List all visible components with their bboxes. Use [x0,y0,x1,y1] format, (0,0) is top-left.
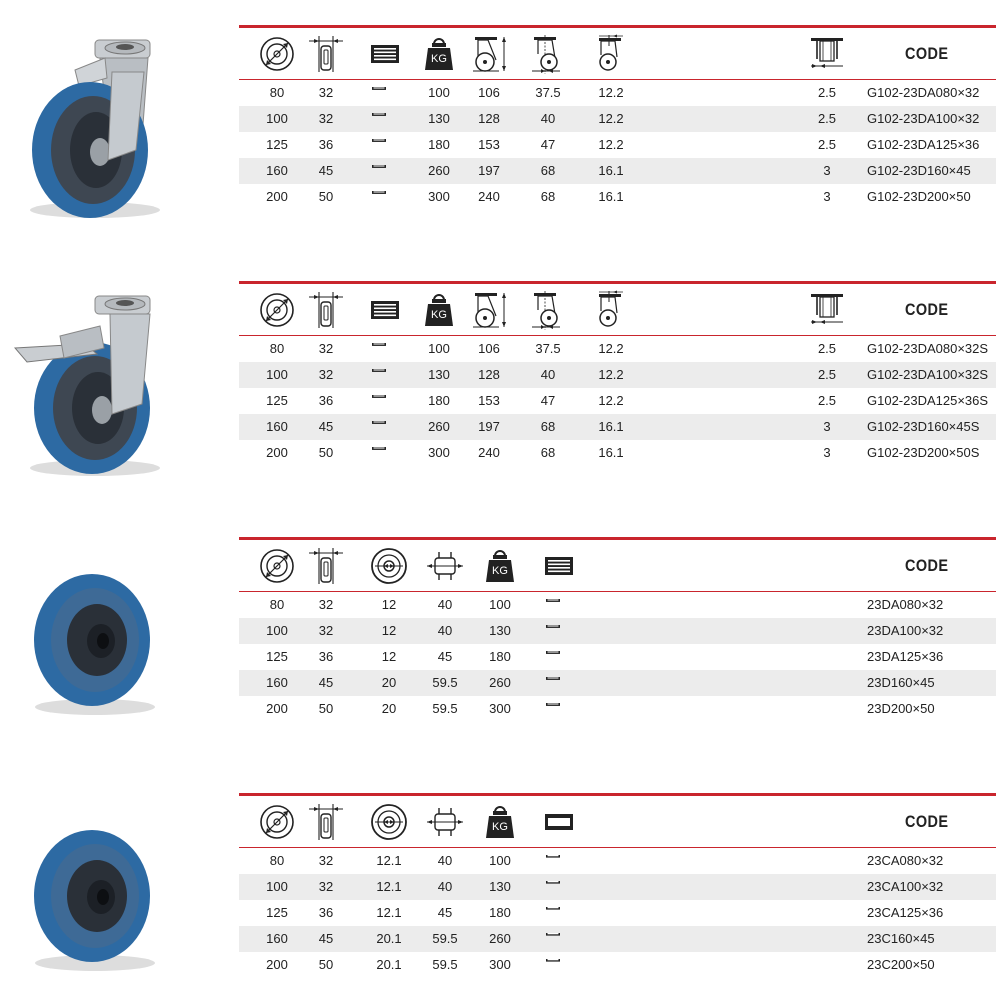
diameter-cell: 80 [269,341,285,356]
wheel-diameter-icon [257,288,297,332]
width-cell: 32 [318,341,334,356]
kg-label: KG [492,821,508,833]
bore-cell: 12 [381,597,397,612]
tread-pattern-icon [371,395,399,408]
diameter-cell: 125 [266,393,288,408]
height-cell: 153 [478,137,500,152]
width-cell: 50 [318,957,334,972]
load-cell: 130 [428,111,450,126]
wheel-diameter-icon [257,800,297,844]
load-cell: 260 [489,931,511,946]
table-row [239,926,996,952]
product-code-cell: G102-23DA080×32S [867,341,989,356]
product-code-cell: G102-23D200×50S [867,445,980,460]
bore-cell: 20.1 [376,931,402,946]
tread-pattern-icon [545,703,573,716]
hub-length-cell: 40 [437,623,453,638]
diameter-cell: 80 [269,85,285,100]
table-header [239,796,996,848]
tread-pattern-icon [365,32,405,76]
product-code-cell: G102-23DA100×32S [867,367,989,382]
table-row [239,362,996,388]
table-row [239,440,996,466]
width-cell: 32 [318,597,334,612]
wheel-photo [0,512,225,732]
table-header [239,28,996,80]
width-cell: 45 [318,163,334,178]
load-cell: 100 [428,85,450,100]
load-cell: 100 [428,341,450,356]
load-cell: 300 [489,957,511,972]
height-cell: 128 [478,367,500,382]
bore-cell: 12.1 [376,853,402,868]
tread-smooth-icon [545,933,573,946]
load-cell: 180 [428,137,450,152]
diameter-cell: 100 [266,623,288,638]
diameter-cell: 100 [266,111,288,126]
product-code-cell: G102-23DA125×36 [867,137,980,152]
table-row [239,132,996,158]
hub-length-cell: 59.5 [432,701,458,716]
table-row [239,592,996,618]
table-row [239,184,996,210]
tread-pattern-icon [371,139,399,152]
plate-thickness-icon [807,32,847,76]
thickness-cell: 2.5 [817,367,837,382]
product-code-cell: G102-23DA080×32 [867,85,980,100]
height-cell: 106 [478,85,500,100]
load-cell: 260 [428,419,450,434]
product-code-cell: 23DA125×36 [867,649,944,664]
product-code-cell: G102-23DA125×36S [867,393,989,408]
plate-hole-icon [589,288,629,332]
load-cell: 100 [489,597,511,612]
table-row [239,900,996,926]
product-section-wheel-smooth [0,768,1000,988]
thickness-cell: 2.5 [817,393,837,408]
plate-hole-cell: 12.2 [598,137,624,152]
thickness-cell: 3 [823,189,831,204]
diameter-cell: 125 [266,905,288,920]
wheel-width-icon [306,544,346,588]
diameter-cell: 200 [266,189,288,204]
width-cell: 50 [318,189,334,204]
load-weight-icon [480,800,520,844]
offset-cell: 40 [540,111,556,126]
table-row [239,388,996,414]
height-cell: 197 [478,163,500,178]
offset-cell: 68 [540,419,556,434]
thickness-cell: 3 [823,163,831,178]
load-weight-icon [419,32,459,76]
diameter-cell: 160 [266,931,288,946]
plate-hole-cell: 12.2 [598,85,624,100]
tread-pattern-icon [371,447,399,460]
hub-length-cell: 40 [437,853,453,868]
wheel-width-icon [306,288,346,332]
plate-thickness-icon [807,288,847,332]
tread-smooth-icon [545,907,573,920]
product-code-cell: 23C200×50 [867,957,935,972]
bore-cell: 20.1 [376,957,402,972]
wheel-photo-smooth [0,768,225,988]
tread-pattern-icon [539,544,579,588]
diameter-cell: 160 [266,675,288,690]
width-cell: 45 [318,419,334,434]
table-row [239,336,996,362]
tread-smooth-icon [545,959,573,972]
overall-height-icon [469,32,509,76]
diameter-cell: 160 [266,163,288,178]
tread-smooth-icon [545,855,573,868]
tread-pattern-icon [371,421,399,434]
tread-pattern-icon [371,369,399,382]
product-code-cell: 23CA125×36 [867,905,944,920]
diameter-cell: 200 [266,701,288,716]
table-row [239,106,996,132]
load-cell: 300 [428,445,450,460]
wheel-diameter-icon [257,544,297,588]
tread-pattern-icon [545,599,573,612]
diameter-cell: 200 [266,957,288,972]
load-weight-icon [480,544,520,588]
hub-length-cell: 59.5 [432,931,458,946]
load-cell: 300 [428,189,450,204]
product-code-cell: 23DA100×32 [867,623,944,638]
load-cell: 300 [489,701,511,716]
tread-pattern-icon [545,651,573,664]
product-code-cell: G102-23DA100×32 [867,111,980,126]
plate-hole-cell: 16.1 [598,189,624,204]
table-row [239,80,996,106]
spec-table-swivel-brake [239,281,996,466]
table-body [239,80,996,210]
thickness-cell: 2.5 [817,85,837,100]
bore-cell: 20 [381,701,397,716]
height-cell: 153 [478,393,500,408]
table-row [239,158,996,184]
thickness-cell: 3 [823,419,831,434]
wheel-width-icon [306,800,346,844]
width-cell: 36 [318,393,334,408]
product-code-cell: 23CA080×32 [867,853,944,868]
product-code-cell: 23DA080×32 [867,597,944,612]
product-section-swivel [0,0,1000,220]
diameter-cell: 80 [269,597,285,612]
diameter-cell: 100 [266,367,288,382]
table-row [239,696,996,722]
offset-cell: 68 [540,189,556,204]
hub-length-icon [425,544,465,588]
offset-cell: 68 [540,445,556,460]
hub-length-cell: 59.5 [432,675,458,690]
bore-icon [369,800,409,844]
width-cell: 50 [318,701,334,716]
product-code-cell: 23C160×45 [867,931,935,946]
diameter-cell: 200 [266,445,288,460]
tread-pattern-icon [371,343,399,356]
load-cell: 100 [489,853,511,868]
code-header: CODE [905,44,949,63]
code-header: CODE [905,556,949,575]
swivel-castor-brake-photo [0,256,225,476]
width-cell: 45 [318,931,334,946]
plate-hole-cell: 16.1 [598,445,624,460]
plate-hole-cell: 12.2 [598,111,624,126]
table-row [239,414,996,440]
product-code-cell: 23D160×45 [867,675,935,690]
tread-pattern-icon [365,288,405,332]
tread-pattern-icon [371,191,399,204]
product-section-swivel-brake [0,256,1000,476]
kg-label: KG [492,565,508,577]
tread-pattern-icon [371,165,399,178]
tread-pattern-icon [545,625,573,638]
kg-label: KG [431,53,447,65]
width-cell: 32 [318,85,334,100]
product-code-cell: G102-23D200×50 [867,189,971,204]
width-cell: 32 [318,853,334,868]
table-header [239,540,996,592]
load-cell: 130 [489,879,511,894]
diameter-cell: 100 [266,879,288,894]
hub-length-cell: 59.5 [432,957,458,972]
offset-cell: 47 [540,137,556,152]
offset-cell: 68 [540,163,556,178]
width-cell: 32 [318,111,334,126]
offset-cell: 47 [540,393,556,408]
table-row [239,952,996,978]
swivel-offset-icon [526,32,566,76]
tread-pattern-icon [371,87,399,100]
kg-label: KG [431,309,447,321]
width-cell: 36 [318,905,334,920]
tread-smooth-icon [539,800,579,844]
load-cell: 180 [489,905,511,920]
code-header: CODE [905,300,949,319]
load-cell: 130 [489,623,511,638]
table-row [239,874,996,900]
height-cell: 197 [478,419,500,434]
load-cell: 180 [489,649,511,664]
load-cell: 130 [428,367,450,382]
wheel-diameter-icon [257,32,297,76]
width-cell: 32 [318,367,334,382]
diameter-cell: 125 [266,137,288,152]
load-cell: 260 [428,163,450,178]
product-section-wheel [0,512,1000,732]
thickness-cell: 2.5 [817,137,837,152]
load-cell: 180 [428,393,450,408]
thickness-cell: 2.5 [817,111,837,126]
load-weight-icon [419,288,459,332]
thickness-cell: 3 [823,445,831,460]
bore-cell: 12.1 [376,905,402,920]
width-cell: 45 [318,675,334,690]
bore-icon [369,544,409,588]
plate-hole-cell: 12.2 [598,367,624,382]
width-cell: 32 [318,623,334,638]
diameter-cell: 80 [269,853,285,868]
swivel-offset-icon [526,288,566,332]
table-body [239,336,996,466]
offset-cell: 40 [540,367,556,382]
offset-cell: 37.5 [535,85,561,100]
spec-table-swivel [239,25,996,210]
diameter-cell: 160 [266,419,288,434]
height-cell: 240 [478,189,500,204]
width-cell: 50 [318,445,334,460]
wheel-width-icon [306,32,346,76]
table-body [239,848,996,978]
table-row [239,618,996,644]
diameter-cell: 125 [266,649,288,664]
table-row [239,644,996,670]
tread-pattern-icon [545,677,573,690]
table-row [239,848,996,874]
spec-table-wheel-smooth [239,793,996,978]
swivel-castor-photo [0,0,225,220]
product-code-cell: 23D200×50 [867,701,935,716]
table-row [239,670,996,696]
hub-length-cell: 45 [437,905,453,920]
hub-length-cell: 40 [437,597,453,612]
load-cell: 260 [489,675,511,690]
spec-table-wheel [239,537,996,722]
hub-length-icon [425,800,465,844]
plate-hole-icon [589,32,629,76]
plate-hole-cell: 16.1 [598,419,624,434]
height-cell: 240 [478,445,500,460]
plate-hole-cell: 16.1 [598,163,624,178]
bore-cell: 20 [381,675,397,690]
product-code-cell: G102-23D160×45S [867,419,980,434]
overall-height-icon [469,288,509,332]
offset-cell: 37.5 [535,341,561,356]
bore-cell: 12.1 [376,879,402,894]
width-cell: 36 [318,137,334,152]
height-cell: 128 [478,111,500,126]
hub-length-cell: 45 [437,649,453,664]
table-body [239,592,996,722]
product-code-cell: 23CA100×32 [867,879,944,894]
tread-pattern-icon [371,113,399,126]
width-cell: 36 [318,649,334,664]
height-cell: 106 [478,341,500,356]
plate-hole-cell: 12.2 [598,341,624,356]
code-header: CODE [905,812,949,831]
thickness-cell: 2.5 [817,341,837,356]
width-cell: 32 [318,879,334,894]
hub-length-cell: 40 [437,879,453,894]
tread-smooth-icon [545,881,573,894]
table-header [239,284,996,336]
product-code-cell: G102-23D160×45 [867,163,971,178]
plate-hole-cell: 12.2 [598,393,624,408]
bore-cell: 12 [381,649,397,664]
bore-cell: 12 [381,623,397,638]
